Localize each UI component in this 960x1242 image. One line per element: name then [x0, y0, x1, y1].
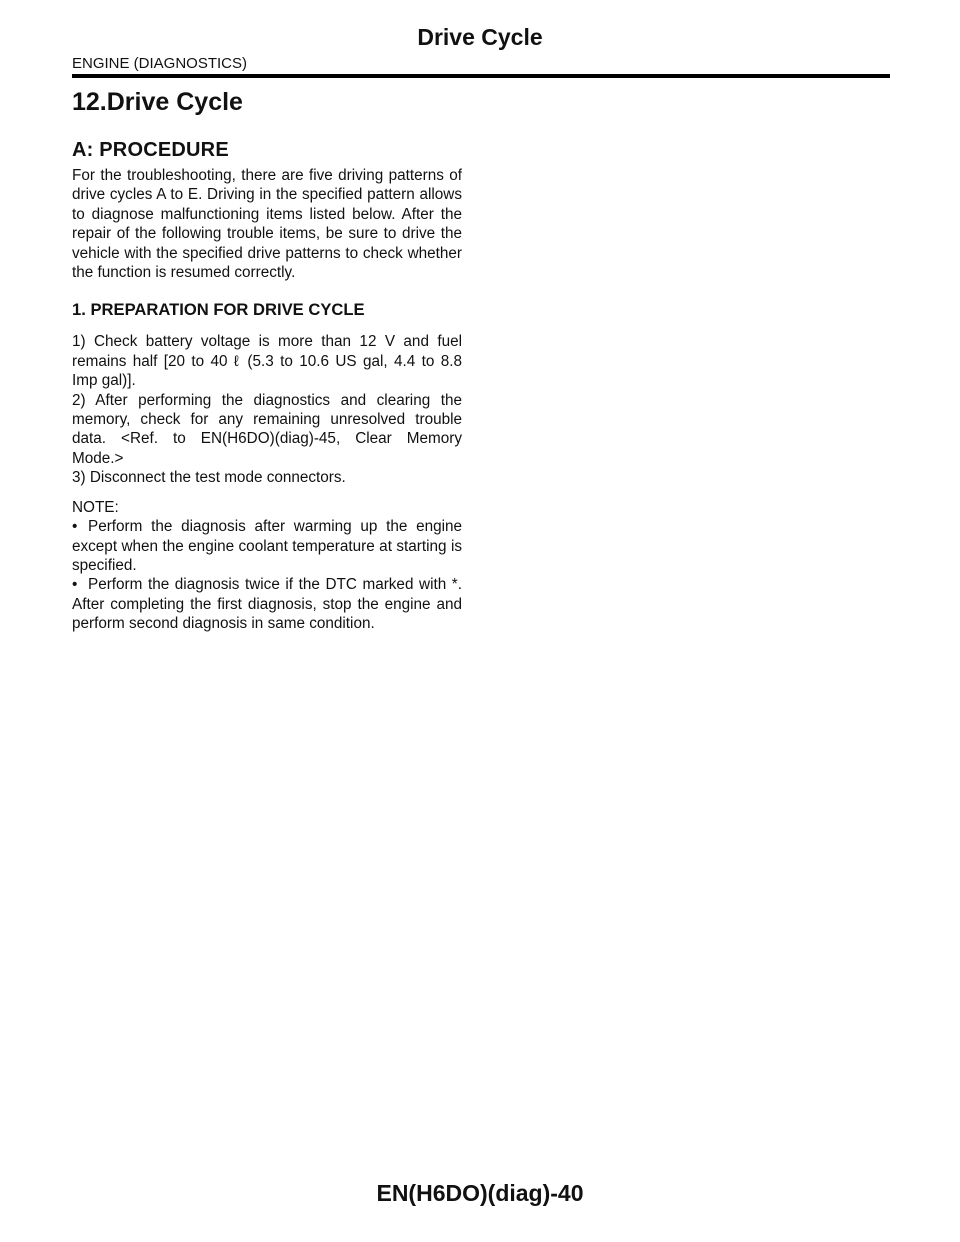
chapter-title: 12.Drive Cycle: [72, 88, 243, 116]
step-1: 1) Check battery voltage is more than 12 V and fuel remains half [20 to 40 ℓ (5.3 to 10.6 US gal, 4.4 to 8.8 Imp gal)].: [72, 333, 462, 390]
page-header-title: Drive Cycle: [417, 24, 543, 50]
note-item-text: Perform the diagnosis twice if the DTC marked with *. After completing the first diagnosis, stop the engine and perform second diagnosis in same condition.: [72, 576, 462, 633]
bullet-icon: •: [72, 518, 78, 536]
note-label: NOTE:: [72, 498, 119, 516]
page-header-section: ENGINE (DIAGNOSTICS): [72, 55, 248, 72]
step-3: 3) Disconnect the test mode connectors.: [72, 469, 346, 487]
main-column: [72, 86, 462, 634]
note-item-1: [72, 517, 462, 575]
note-item-text: Perform the diagnosis after warming up the engine except when the engine coolant temperature at starting is specified.: [72, 518, 462, 574]
header-rule: [72, 74, 890, 78]
page-footer: EN(H6DO)(diag)-40: [376, 1180, 584, 1206]
intro-paragraph: For the troubleshooting, there are five driving patterns of drive cycles A to E. Driving in the specified pattern allows to diagnose malfunctioning items listed below. After the repair of the following trouble items, be sure to drive the vehicle with the specified drive patterns to check whether the function is resumed correctly.: [72, 167, 462, 282]
bullet-icon: •: [72, 576, 78, 594]
section-title: A: PROCEDURE: [72, 139, 229, 161]
step-2: 2) After performing the diagnostics and clearing the memory, check for any remaining unresolved trouble data. <Ref. to EN(H6DO)(diag)-45, Clear Memory Mode.>: [72, 391, 462, 467]
note-item-2: [72, 575, 462, 633]
subsection-title: 1. PREPARATION FOR DRIVE CYCLE: [72, 300, 365, 320]
